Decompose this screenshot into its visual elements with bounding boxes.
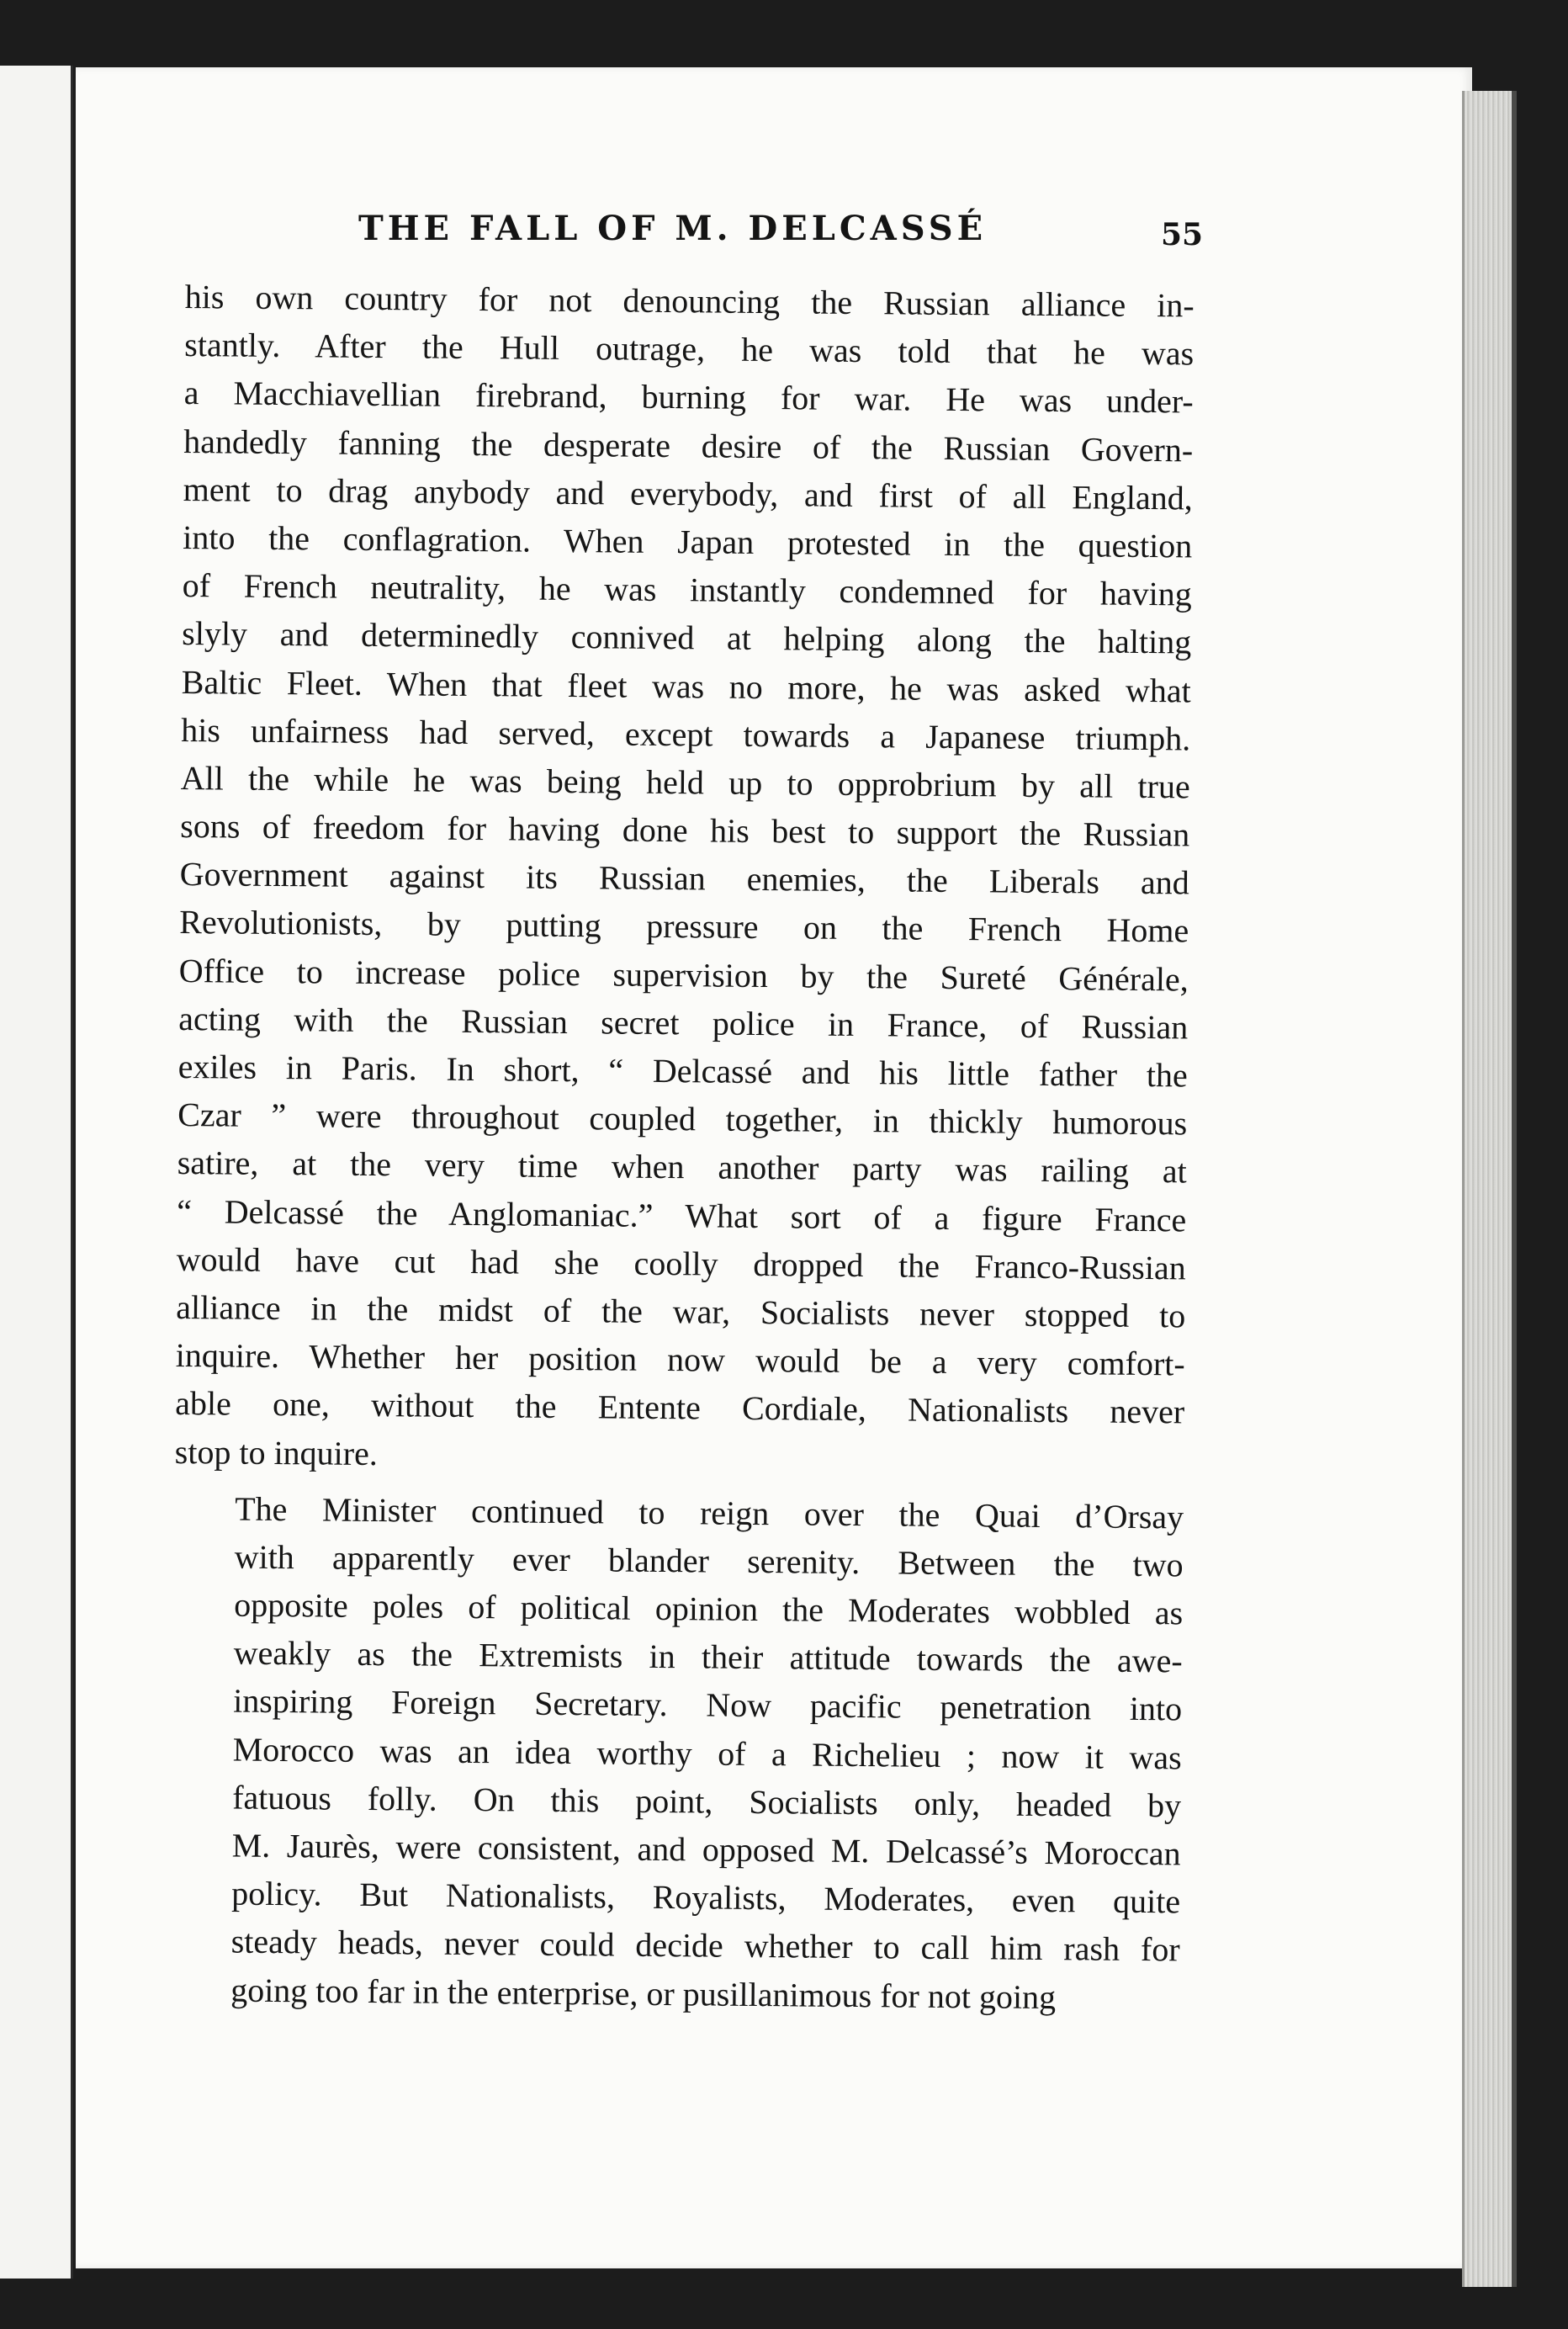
text-line: stop to inquire.	[174, 1432, 379, 1472]
text-line: Revolutionists, by putting pressure on the French Home	[179, 903, 1189, 950]
text-line: exiles in Paris. In short, “ Delcassé and his little father the	[177, 1047, 1188, 1095]
page-stack-edges	[1462, 91, 1517, 2287]
text-line: Czar ” were throughout coupled together, in thickly humorous	[177, 1096, 1188, 1143]
page-number: 55	[1161, 217, 1204, 252]
text-line: inquire. Whether her position now would be a very comfort-	[175, 1336, 1185, 1383]
text-line: into the conflagration. When Japan protested in the question	[183, 517, 1193, 565]
text-line: slyly and determinedly connived at helping along the halting	[182, 614, 1192, 661]
text-line: handedly fanning the desperate desire of the Russian Govern-	[183, 422, 1194, 470]
text-line: weakly as the Extremists in their attitude towards the awe-	[233, 1633, 1183, 1680]
text-line: able one, without the Entente Cordiale, Nationalists never	[175, 1384, 1185, 1431]
text-line: his own country for not denouncing the Russian alliance in-	[184, 277, 1195, 325]
text-line: All the while he was being held up to opprobrium by all true	[180, 758, 1190, 806]
text-line: opposite poles of political opinion the Moderates wobbled as	[233, 1585, 1184, 1632]
text-line: stantly. After the Hull outrage, he was told that he was	[184, 326, 1195, 373]
text-line: acting with the Russian secret police in France, of Russian	[178, 999, 1189, 1047]
text-line: Government against its Russian enemies, the Liberals and	[179, 855, 1189, 902]
text-line: ment to drag anybody and everybody, and first of all England,	[183, 470, 1193, 517]
body-text	[170, 273, 1195, 2022]
text-line: Office to increase police supervision by the Sureté Générale,	[178, 951, 1189, 999]
text-line: The Minister continued to reign over the Quai d’Orsay	[234, 1489, 1184, 1536]
text-line: with apparently ever blander serenity. Between the two	[234, 1537, 1184, 1584]
text-line: fatuous folly. On this point, Socialists only, headed by	[231, 1778, 1182, 1825]
text-line: steady heads, never could decide whether to call him rash for	[230, 1922, 1180, 1969]
text-line: sons of freedom for having done his best to support the Russian	[180, 807, 1190, 854]
text-line: would have cut had she coolly dropped the Franco-Russian	[176, 1239, 1186, 1287]
text-line: “ Delcassé the Anglomaniac.” What sort of a figure France	[177, 1191, 1187, 1239]
text-line: Morocco was an idea worthy of a Richelieu ; now it was	[232, 1730, 1182, 1777]
text-line: going too far in the enterprise, or pusillanimous for not going	[230, 1971, 1057, 2016]
text-line: his unfairness had served, except towards a Japanese triumph.	[181, 710, 1191, 758]
text-line: satire, at the very time when another party was railing at	[177, 1143, 1187, 1191]
text-line: policy. But Nationalists, Royalists, Moderates, even quite	[230, 1874, 1181, 1921]
text-line: alliance in the midst of the war, Socialists never stopped to	[176, 1287, 1186, 1335]
text-line: of French neutrality, he was instantly condemned for having	[182, 566, 1192, 613]
paragraph	[175, 273, 1195, 1484]
paragraph	[170, 1484, 1184, 2023]
text-line: a Macchiavellian firebrand, burning for war. He was under-	[183, 374, 1194, 421]
text-line: inspiring Foreign Secretary. Now pacific penetration into	[232, 1682, 1183, 1728]
text-line: Baltic Fleet. When that fleet was no more, he was asked what	[181, 662, 1191, 709]
running-head: THE FALL OF M. DELCASSÉ	[358, 209, 988, 248]
text-line: M. Jaurès, were consistent, and opposed M. Delcassé’s Moroccan	[231, 1826, 1181, 1873]
facing-page-edge	[0, 66, 73, 2279]
